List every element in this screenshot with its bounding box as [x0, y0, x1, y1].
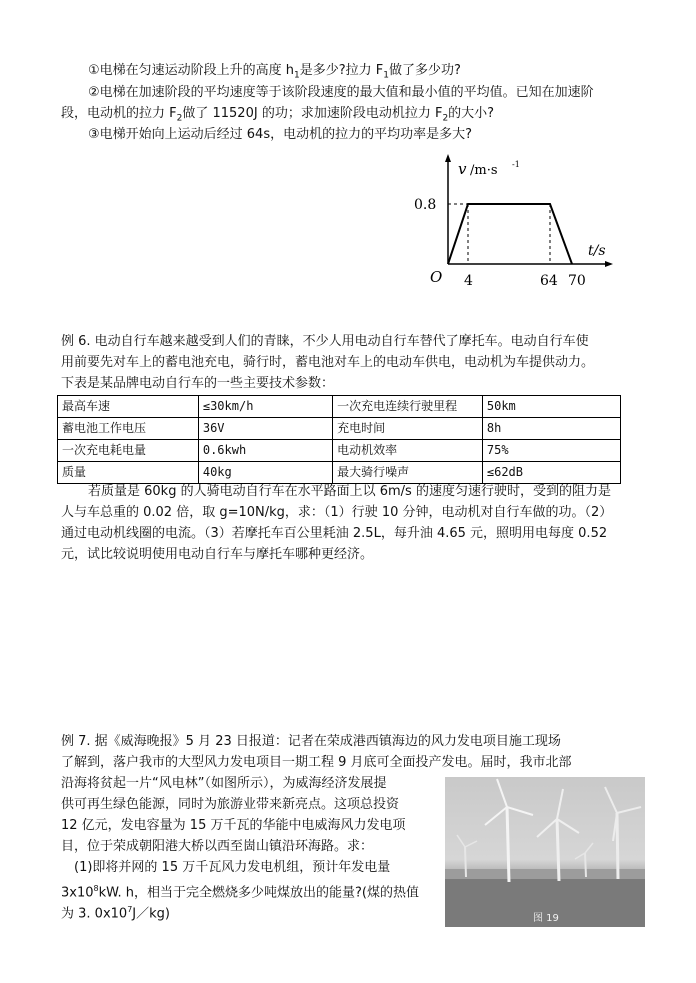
q5-q1-text-b: 是多少?拉力 F: [299, 63, 384, 78]
ex6-intro-line3: 下表是某品牌电动自行车的一些主要技术参数：: [61, 376, 335, 391]
origin-label: O: [430, 268, 443, 286]
ex7-line9-exp: 7: [127, 905, 133, 914]
q5-q2-text-a: 段，电动机的拉力 F: [61, 106, 177, 121]
table-row: [58, 418, 621, 440]
q5-question-3: ③电梯开始向上运动后经过 64s，电动机的拉力的平均功率是多大?: [88, 127, 473, 142]
table-cell: 质量: [58, 462, 199, 484]
table-cell: 最高车速: [58, 396, 199, 418]
ex7-line2: 了解到，落户我市的大型风力发电项目一期工程 9 月底可全面投产发电。届时，我市北部: [61, 755, 572, 770]
ex7-line7: (1)即将并网的 15 万千瓦风力发电机组，预计年发电量: [74, 860, 391, 875]
table-row: [58, 462, 621, 484]
ex6-intro-line2: 用前要先对车上的蓄电池充电，骑行时，蓄电池对车上的电动车供电，电动机为车提供动力。: [61, 355, 595, 370]
table-cell: 50km: [482, 396, 620, 418]
ex7-line1: 例 7. 据《威海晚报》5 月 23 日报道：记者在荣成港西镇海边的风力发电项目施工现场: [61, 734, 561, 749]
q5-q2-sub1: 2: [176, 113, 183, 124]
ex7-line8-exp: 8: [93, 884, 99, 893]
ex7-line8: [61, 880, 419, 902]
spec-table: [57, 395, 621, 484]
q5-q1-sub1: 1: [294, 70, 300, 81]
ex7-line8-b: kW. h，相当于完全燃烧多少吨煤放出的能量?(煤的热值: [98, 885, 419, 901]
ex6-question-line2: 人与车总重的 0.02 倍，取 g=10N/kg，求：（1）行驶 10 分钟，电动机对自行车做的功。（2）: [61, 505, 613, 520]
y-axis-label-v: v: [458, 160, 467, 178]
q5-question-2-line1: ②电梯在加速阶段的平均速度等于该阶段速度的最大值和最小值的平均值。已知在加速阶: [88, 85, 594, 100]
q5-q1-sub2: 1: [383, 70, 390, 81]
table-cell: ≤30km/h: [198, 396, 332, 418]
ex7-line6: 目，位于荣成朝阳港大桥以西至崮山镇沿环海路。求：: [61, 839, 374, 854]
table-cell: 0.6kwh: [198, 440, 332, 462]
q5-q1-text-c: 做了多少功?: [389, 63, 461, 78]
ex7-line9-a: 为 3. 0x10: [61, 906, 128, 922]
x-axis-label: t/s: [588, 243, 606, 259]
wind-farm-photo: [445, 777, 645, 927]
velocity-time-graph: [408, 152, 618, 292]
table-cell: ≤62dB: [482, 462, 620, 484]
ex7-line5: 12 亿元，发电容量为 15 万千瓦的华能中电威海风力发电项: [61, 818, 406, 833]
ex7-line8-a: 3x10: [61, 885, 94, 901]
figure-caption: 图 19: [533, 913, 559, 924]
table-cell: 最大骑行噪声: [333, 462, 483, 484]
ex6-question-line4: 元，试比较说明使用电动自行车与摩托车哪种更经济。: [61, 547, 374, 562]
x-tick-64: 64: [540, 273, 558, 289]
q5-question-2-line2: [61, 105, 494, 128]
table-cell: 36V: [198, 418, 332, 440]
ex7-line3: 沿海将贫起一片“风电林”（如图所示），为威海经济发展提: [61, 776, 387, 791]
table-cell: 40kg: [198, 462, 332, 484]
q5-q2-text-b: 做了 11520J 的功；求加速阶段电动机拉力 F: [182, 106, 443, 121]
table-cell: 一次充电连续行驶里程: [333, 396, 483, 418]
y-tick-0.8: 0.8: [414, 197, 437, 213]
ex7-line9-b: J／kg): [132, 906, 170, 922]
q5-q1-text-a: ①电梯在匀速运动阶段上升的高度 h: [88, 63, 295, 78]
wind-turbines-illustration: [445, 777, 645, 927]
table-cell: 75%: [482, 440, 620, 462]
table-cell: 一次充电耗电量: [58, 440, 199, 462]
q5-q2-sub2: 2: [442, 113, 449, 124]
table-cell: 电动机效率: [333, 440, 483, 462]
table-row: [58, 440, 621, 462]
table-cell: 充电时间: [333, 418, 483, 440]
y-axis-label-unit: /m·s: [470, 163, 498, 178]
ex6-intro-line1: 例 6. 电动自行车越来越受到人们的青睐，不少人用电动自行车替代了摩托车。电动自行车使: [61, 334, 589, 349]
table-row: [58, 396, 621, 418]
ex6-question-line3: 通过电动机线圈的电流。（3）若摩托车百公里耗油 2.5L，每升油 4.65 元，照明用电每度 0.52: [61, 526, 608, 541]
y-axis-arrow: [445, 154, 451, 162]
ex7-line9: [61, 901, 170, 923]
x-axis-arrow: [605, 261, 613, 267]
q5-q2-text-c: 的大小?: [448, 106, 495, 121]
y-axis-label-exp: -1: [512, 160, 520, 169]
x-tick-4: 4: [464, 273, 473, 289]
q5-question-1: [88, 62, 461, 85]
table-cell: 8h: [482, 418, 620, 440]
velocity-curve: [448, 204, 572, 264]
ex7-line4: 供可再生绿色能源，同时为旅游业带来新亮点。这项总投资: [61, 797, 400, 812]
ex6-question-line1: 若质量是 60kg 的人骑电动自行车在水平路面上以 6m/s 的速度匀速行驶时，受到的阻力是: [88, 484, 611, 499]
table-cell: 蓄电池工作电压: [58, 418, 199, 440]
x-tick-70: 70: [568, 273, 586, 289]
